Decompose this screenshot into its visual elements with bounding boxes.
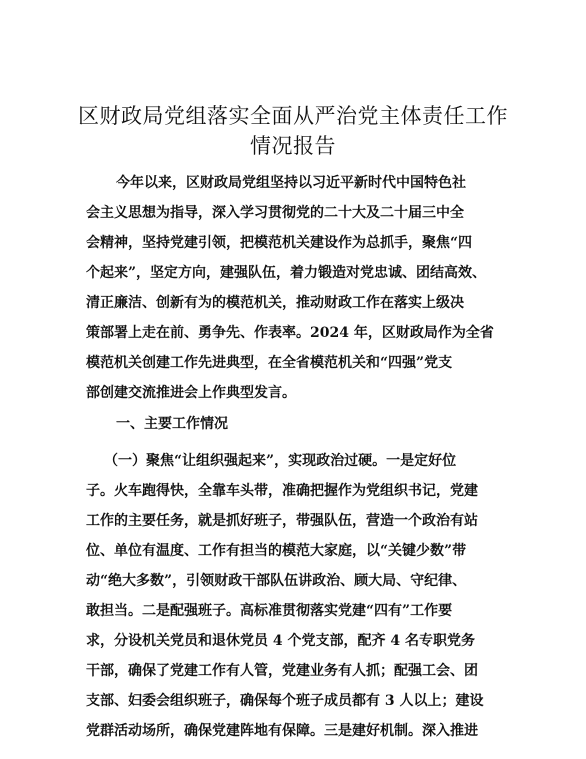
body-line-2: 子。火车跑得快，全靠车头带，准确把握作为党组织书记，党建 [86,483,478,499]
body-line-5: 动“绝大多数”，引领财政干部队伍讲政治、顾大局、守纪律、 [86,573,467,589]
intro-line-3: 会精神，坚持党建引领，把模范机关建设作为总抓手，聚焦“四 [86,235,473,251]
intro-line-1: 今年以来，区财政局党组坚持以习近平新时代中国特色社 [116,175,466,191]
body-line-3: 工作的主要任务，就是抓好班子，带强队伍，营造一个政治有站 [86,513,478,529]
body-line-4: 位、单位有温度、工作有担当的模范大家庭，以“关键少数”带 [86,543,467,559]
intro-line-2: 会主义思想为指导，深入学习贯彻党的二十大及二十届三中全 [86,205,464,221]
intro-line-6: 策部署上走在前、勇争先、作表率。2024 年，区财政局作为全省 [86,325,494,341]
intro-line-5: 清正廉洁、创新有为的模范机关，推动财政工作在落实上级决 [86,295,464,311]
intro-line-8: 部创建交流推进会上作典型发言。 [86,385,296,401]
body-line-7: 求，分设机关党员和退休党员 4 个党支部，配齐 4 名专职党务 [86,633,475,649]
section-heading: 一、主要工作情况 [116,416,228,432]
body-line-8: 干部，确保了党建工作有人管，党建业务有人抓；配强工会、团 [86,663,478,679]
body-line-10: 党群活动场所，确保党建阵地有保障。三是建好机制。深入推进 [86,723,478,739]
body-line-6: 敢担当。二是配强班子。高标准贯彻落实党建“四有”工作要 [86,603,453,619]
document-title-line-1: 区财政局党组落实全面从严治党主体责任工作 [78,104,508,128]
document-title-line-2: 情况报告 [250,134,336,158]
intro-line-4: 个起来”，坚定方向，建强队伍，着力锻造对党忠诚、团结高效、 [86,265,487,281]
body-line-1: （一）聚焦“让组织强起来”，实现政治过硬。一是定好位 [104,453,457,469]
body-line-9: 支部、妇委会组织班子，确保每个班子成员都有 3 人以上；建设 [86,693,484,709]
intro-line-7: 模范机关创建工作先进典型，在全省模范机关和“四强”党支 [86,355,453,371]
